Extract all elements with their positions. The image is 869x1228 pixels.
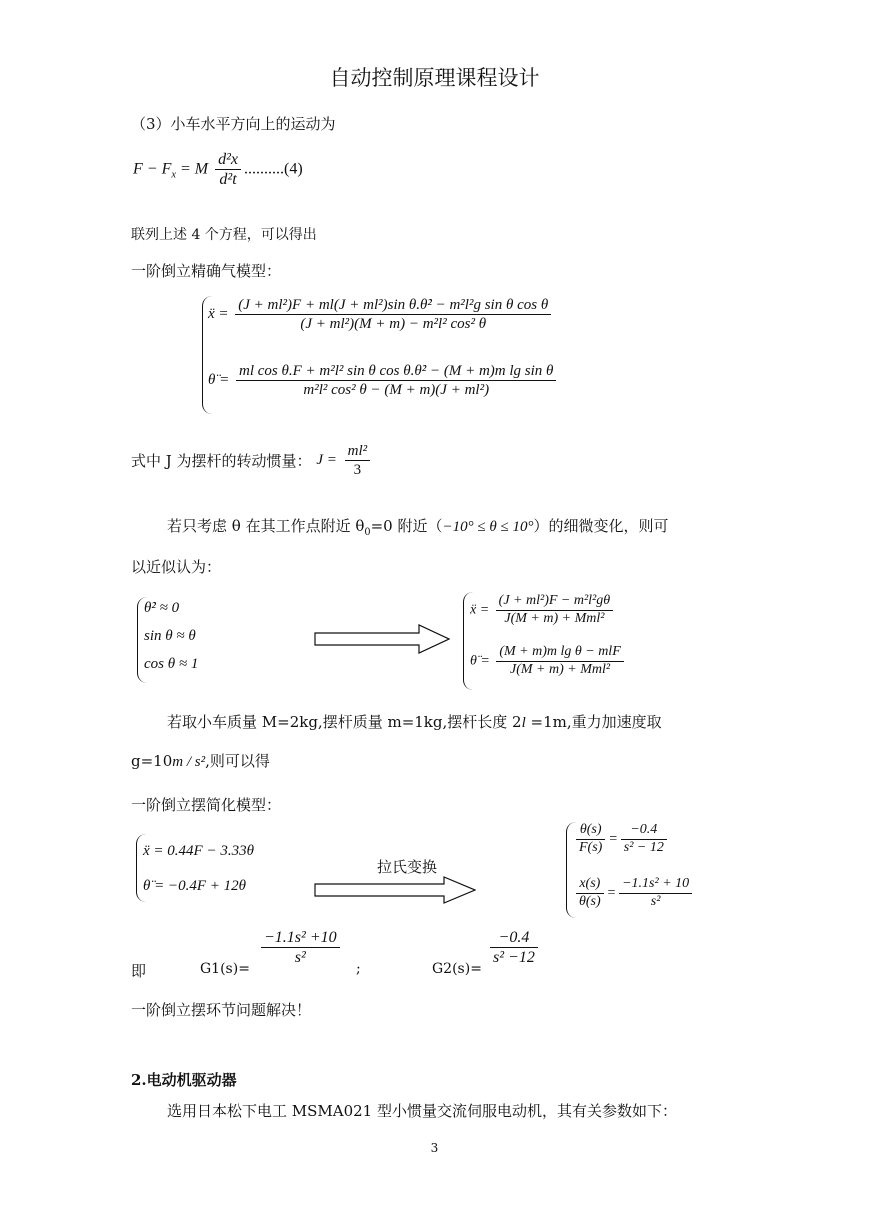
- approx-paragraph: 若只考虑 θ 在其工作点附近 $\theta_0=0$ 附近（−10° ≤ θ ≤ 10°）的细微变化，则可: [167, 517, 669, 538]
- solved-text: 一阶倒立摆环节问题解决！: [131, 1001, 312, 1019]
- exact-model-x: ẍ = $\frac{\text{(J + ml²)F + ml(J + ml²)sin θ.θ̇² − m²l²g sin θ cos θ}}{\text{(J + ml²)(M + m) − m²l² cos² θ}}$: [208, 296, 554, 333]
- approx-paragraph-cont: 以近似认为：: [131, 558, 222, 576]
- g2-label: G2(s)=: [432, 961, 482, 977]
- inertia-line: 式中 J 为摆杆的转动惯量： J = $\frac{\text{ml²}}{3}$: [131, 442, 373, 479]
- condition-2: sin θ ≈ θ: [144, 628, 196, 644]
- laplace-label: 拉氏变换: [377, 858, 438, 876]
- section-2-text: 选用日本松下电工 MSMA021 型小惯量交流伺服电动机，其有关参数如下：: [167, 1102, 677, 1120]
- transfer-x-theta: $\frac{x(s)}{\theta(s)}$ = $\frac{\text{−1.1s² + 10}}{\text{s²}}$: [573, 876, 695, 911]
- section-2-heading: 2.电动机驱动器: [131, 1071, 237, 1089]
- condition-1: θ̇² ≈ 0: [144, 600, 180, 616]
- g2-fraction: $\frac{-0.4}{\text{s² −12}}$: [487, 928, 541, 967]
- arrow-right-icon: [314, 876, 476, 904]
- simplified-theta: θ̈ = −0.4F + 12θ: [143, 878, 247, 894]
- transfer-theta-f: $\frac{\theta(s)}{F(s)}$ = $\frac{-0.4}{\text{s² − 12}}$: [573, 822, 670, 857]
- page-number: 3: [430, 1141, 439, 1155]
- exact-model-theta: θ̈ = $\frac{\text{ml cos θ.F + m²l² sin θ cos θ.θ̇² − (M + m)m lg sin θ}}{\text{m²l² cos² θ − (M + m)(J + ml²)}}$: [208, 362, 559, 399]
- exact-model-title: 一阶倒立精确气模型：: [131, 262, 282, 280]
- combine-text: 联列上述 4 个方程，可以得出: [131, 227, 317, 243]
- g1-label: G1(s)=: [200, 961, 250, 977]
- linear-model-x: ẍ = $\frac{\text{(J + ml²)F − m²l²gθ}}{\text{J(M + m) + Mml²}}$: [470, 593, 616, 628]
- condition-3: cos θ ≈ 1: [144, 656, 199, 672]
- simplified-model-title: 一阶倒立摆简化模型：: [131, 796, 282, 814]
- page-title: 自动控制原理课程设计: [329, 66, 540, 90]
- equation-tag: ..........(4): [244, 160, 303, 178]
- g1-fraction: $\frac{\text{−1.1s² +10}}{\text{s²}}$: [258, 928, 343, 967]
- simplified-x: ẍ = 0.44F − 3.33θ: [143, 843, 254, 859]
- params-paragraph: 若取小车质量 M=2kg,摆杆质量 m=1kg,摆杆长度 2l =1m,重力加速度取: [167, 713, 662, 731]
- result-ji: 即: [131, 962, 147, 980]
- result-semicolon: ;: [356, 961, 361, 977]
- params-paragraph-cont: g=10m / s²,则可以得: [131, 752, 270, 770]
- section-heading: （3）小车水平方向上的运动为: [131, 115, 336, 133]
- linear-model-theta: θ̈ = $\frac{\text{(M + m)m lg θ − mlF}}{\text{J(M + m) + Mml²}}$: [470, 644, 627, 679]
- arrow-right-icon: [314, 624, 450, 654]
- equation-4: $F - F_x = M$ $\frac{\text{d²x}}{\text{d²t}}$ ..........(4): [133, 151, 303, 189]
